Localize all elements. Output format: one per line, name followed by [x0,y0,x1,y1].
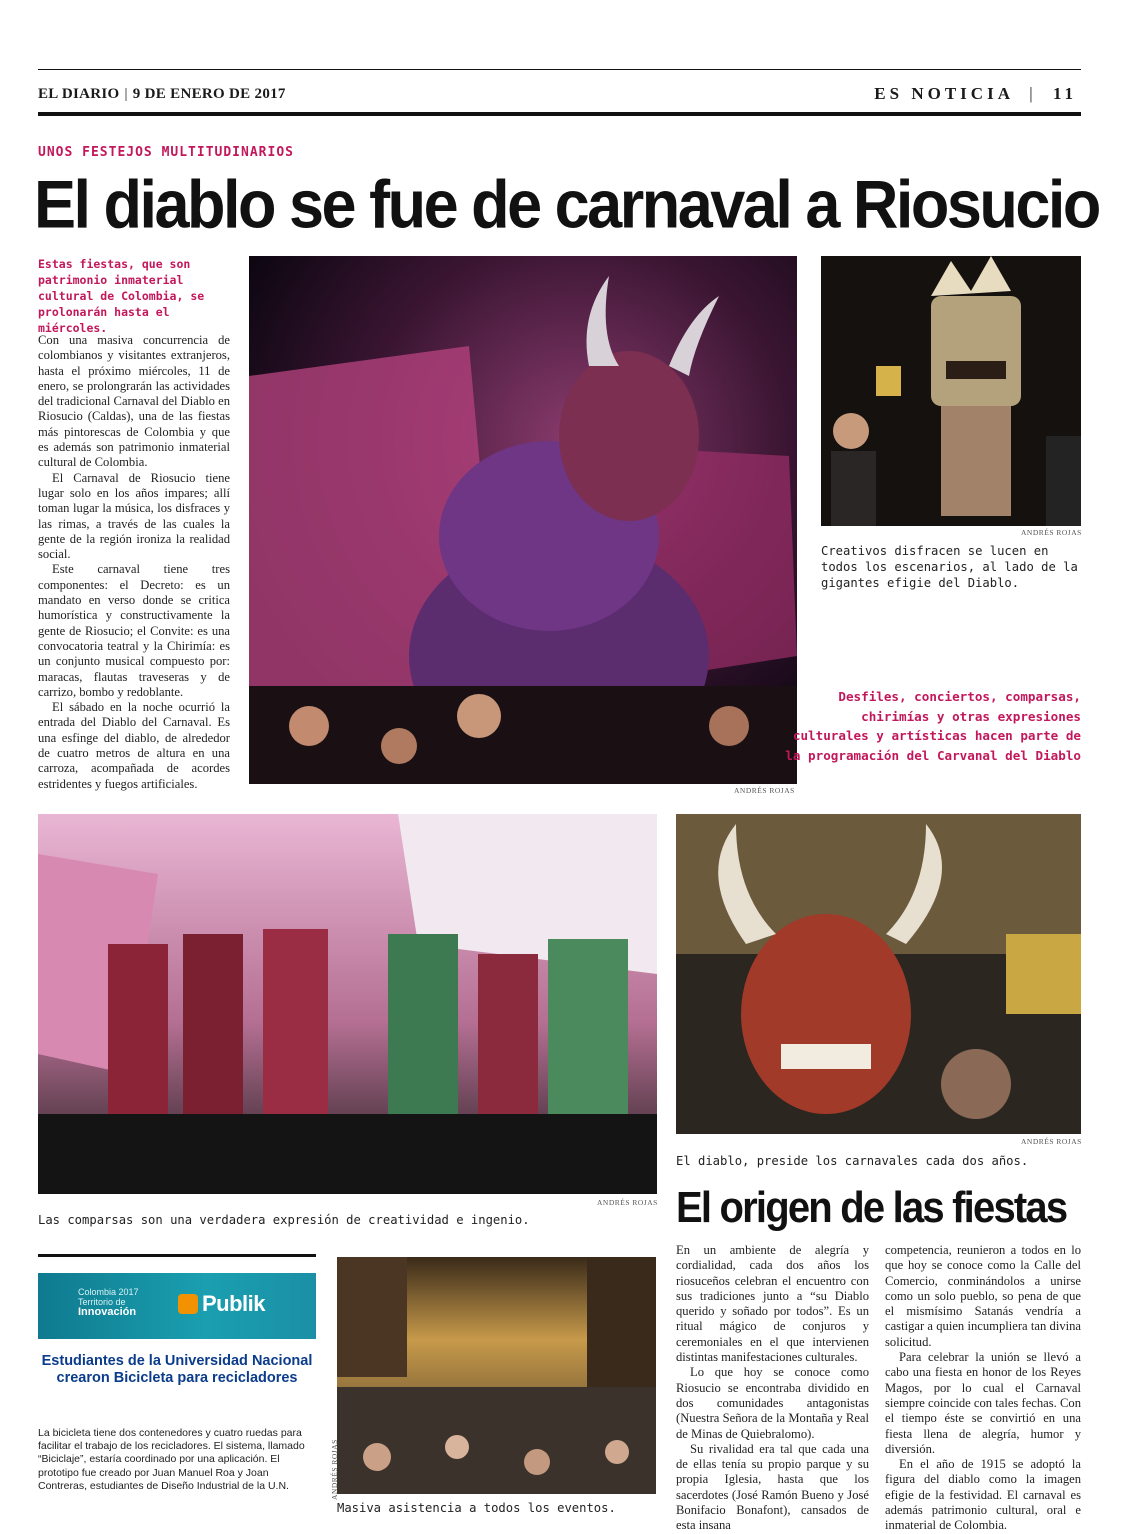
origin-column-1 [676,1243,869,1534]
ad-title: Estudiantes de la Universidad Nacional crearon Bicicleta para recicladores [41,1353,313,1386]
origin-paragraph: competencia, reunieron a todos en lo que hoy se conoce como la Calle del Comercio, conminándolos a unirse como un solo pueblo, so pena de que el mismísimo Satanás vendría a castigar a quien incumpliera tan divina solicitud. [885,1243,1081,1349]
photo-devil-float [249,256,797,784]
header-thick-rule [38,112,1081,116]
paper-name: EL DIARIO [38,86,120,102]
photo-devil-mask [676,814,1081,1134]
article-headline: El diablo se fue de carnaval a Riosucio [34,167,1099,243]
caption-mask: El diablo, preside los carnavales cada dos años. [676,1154,1029,1168]
origin-paragraph: En el año de 1915 se adoptó la figura del diablo como la imagen efigie de la festividad. El carnaval es además patrimonio cultural, oral e inmaterial de Colombia. [885,1457,1081,1533]
photo-costume [821,256,1081,526]
caption-comparsas: Las comparsas son una verdadera expresión de creatividad e ingenio. [38,1213,530,1227]
ad-banner [38,1273,316,1339]
header-divider-right: | [1029,84,1037,103]
issue-date: 9 DE ENERO DE 2017 [132,86,286,102]
photo-credit: ANDRÉS ROJAS [1021,1137,1082,1146]
origin-paragraph: Para celebrar la unión se llevó a cabo una fiesta en honor de los Reyes Magos, por lo cual el Carnaval siempre coincide con tales fechas. Con el tiempo éste se convirtió en una fiesta llena de alegría, humor y diversión. [885,1350,1081,1456]
article-subhead: Estas fiestas, que son patrimonio inmaterial cultural de Colombia, se prolonarán hasta el miércoles. [38,257,205,335]
pull-quote: Desfiles, conciertos, comparsas, chirimías y otras expresiones culturales y artísticas hacen parte de la programación del Carvanal del Diablo [785,689,1081,763]
header-paper-date [38,86,286,103]
origin-paragraph: Su rivalidad era tal que cada una de ellas tenía su propio parque y su propia Iglesia, hasta que los sacerdotes (José Ramón Bueno y José Bonifacio Bonafont), cansados de esta insana [676,1441,869,1533]
body-paragraph: Este carnaval tiene tres componentes: el Decreto: es un mandato en verso donde se critica humorística y constructivamente la gente de Riosucio; el Convite: es una convocatoria teatral y la Chirimía: es un conjunto musical compuesto por: maracas, flautas traveseras y de carrizo, bombo y redoblante. [38,562,230,699]
body-paragraph: Con una masiva concurrencia de colombianos y visitantes extranjeros, hasta el próximo miércoles, 11 de enero, se prolongrarán las actividades del tradicional Carnaval del Diablo en Riosucio (Caldas), una de las fiestas más pintorescas de Colombia y que es además son patrimonio inmaterial cultural de Colombia. [38,333,230,470]
page-number: 11 [1052,84,1077,103]
origin-column-2 [885,1243,1081,1534]
ad-banner-line2: Territorio de [78,1297,126,1307]
origin-title: El origen de las fiestas [676,1184,1067,1232]
photo-credit: ANDRÉS ROJAS [1021,528,1082,537]
origin-paragraph: Lo que hoy se conoce como Riosucio se encontraba dividido en dos comunidades antagonistas (Nuestra Señora de la Montaña y Real de Minas de Quiebralomo). [676,1365,869,1441]
ad-text: La bicicleta tiene dos contenedores y cuatro ruedas para facilitar el trabajo de los recicladores. El sistema, llamado “Biciclaje”, estaría coordinado por una aplicación. El prototipo fue creado por Juan Manuel Roa y Joan Contreras, estudiantes de Diseño Industrial de la U.N. [38,1427,305,1492]
header-section [874,84,1077,104]
header-divider: | [124,86,128,102]
publik-logo-icon [178,1294,198,1314]
photo-credit-vertical: ANDRÉS ROJAS [330,1439,339,1500]
body-paragraph: El sábado en la noche ocurrió la entrada del Diablo del Carnaval. Es una esfinge del diablo, de alrededor de cuatro metros de altura en una carroza, acompañada de acordes estridentes y fuegos artificiales. [38,700,230,791]
ad-banner-line1: Colombia 2017 [78,1287,139,1297]
ad-banner-text [78,1287,139,1317]
photo-comparsas [38,814,657,1194]
photo-credit: ANDRÉS ROJAS [734,786,795,795]
photo-crowd [337,1257,656,1494]
top-rule [38,69,1081,70]
caption-crowd: Masiva asistencia a todos los eventos. [337,1501,616,1515]
article-kicker: UNOS FESTEJOS MULTITUDINARIOS [38,145,294,160]
article-body [38,333,230,792]
body-paragraph: El Carnaval de Riosucio tiene lugar solo en los años impares; allí toman lugar la música, los disfraces y las rimas, a través de las cuales la gente de la región ironiza la realidad social. [38,470,230,562]
ad-banner-line3: Innovación [78,1306,137,1318]
caption-costumes: Creativos disfracen se lucen en todos los escenarios, al lado de la gigantes efigie del Diablo. [821,544,1078,590]
origin-paragraph: En un ambiente de alegría y cordialidad, cada dos años los riosuceños celebran el encuentro con sus tradiciones junto a “su Diablo querido y soñado por todos”. Es un ritual mágico de conjuros y ceremoniales en el que intervienen distintas manifestaciones culturales. [676,1243,869,1365]
photo-credit: ANDRÉS ROJAS [597,1198,658,1207]
section-name: ES NOTICIA [874,84,1014,103]
ad-brand: Publik [202,1291,266,1316]
publik-ad [38,1257,316,1533]
